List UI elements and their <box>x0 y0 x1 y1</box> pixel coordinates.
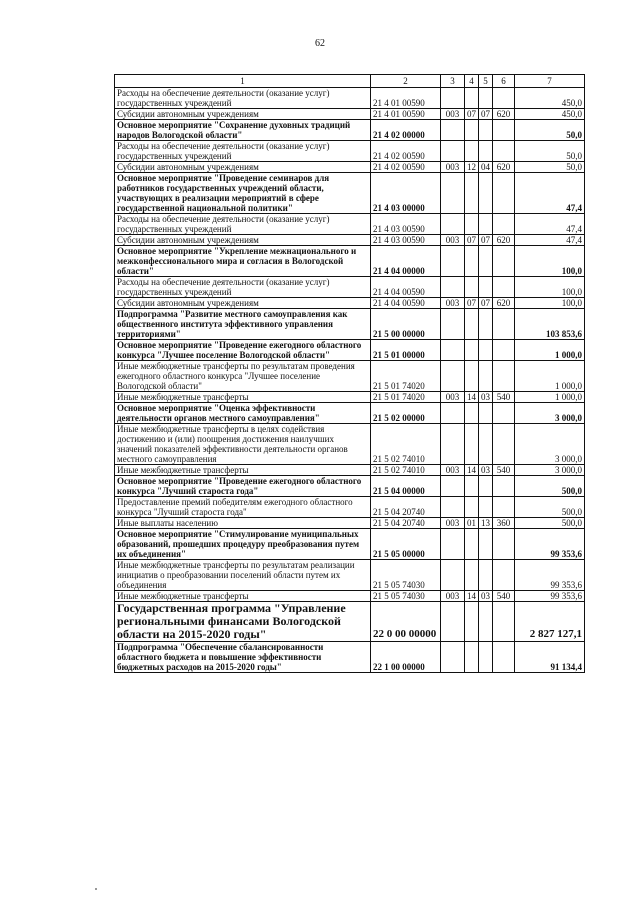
row-code: 21 4 01 00590 <box>371 109 441 120</box>
row-ministry: 003 <box>441 518 465 529</box>
row-name: Иные межбюджетные трансферты по результатам реализации инициатив о преобразовании поселений области путем их объединения <box>115 560 371 591</box>
row-section <box>465 497 479 518</box>
row-section: 14 <box>465 392 479 403</box>
header-col-6: 6 <box>493 75 515 88</box>
budget-table <box>114 74 585 673</box>
row-code: 21 4 03 00590 <box>371 214 441 235</box>
row-section <box>465 120 479 141</box>
row-name: Субсидии автономным учреждениям <box>115 109 371 120</box>
row-amount: 1 000,0 <box>515 361 585 392</box>
row-subsection: 07 <box>479 109 493 120</box>
row-name: Основное мероприятие "Укрепление межнационального и межконфессионального мира и согласия в Вологодской области" <box>115 246 371 277</box>
row-ministry <box>441 277 465 298</box>
row-expense-type <box>493 173 515 214</box>
row-code: 21 4 02 00590 <box>371 162 441 173</box>
table-header-row <box>115 75 585 88</box>
table-row <box>115 340 585 361</box>
row-code: 21 5 04 20740 <box>371 518 441 529</box>
table-row <box>115 642 585 673</box>
row-ministry <box>441 120 465 141</box>
row-section <box>465 309 479 340</box>
row-subsection <box>479 361 493 392</box>
row-subsection <box>479 309 493 340</box>
row-amount: 500,0 <box>515 476 585 497</box>
row-name: Иные межбюджетные трансферты <box>115 591 371 602</box>
row-section <box>465 214 479 235</box>
row-subsection <box>479 497 493 518</box>
row-subsection <box>479 340 493 361</box>
row-section <box>465 173 479 214</box>
row-section <box>465 88 479 109</box>
row-name: Субсидии автономным учреждениям <box>115 235 371 246</box>
table-row <box>115 361 585 392</box>
row-amount: 3 000,0 <box>515 424 585 465</box>
header-col-3: 3 <box>441 75 465 88</box>
row-amount: 50,0 <box>515 162 585 173</box>
row-ministry <box>441 403 465 424</box>
header-col-5: 5 <box>479 75 493 88</box>
row-code: 21 4 03 00590 <box>371 235 441 246</box>
row-code: 21 5 02 74010 <box>371 465 441 476</box>
row-code: 21 5 04 00000 <box>371 476 441 497</box>
row-ministry: 003 <box>441 591 465 602</box>
header-col-2: 2 <box>371 75 441 88</box>
row-subsection: 07 <box>479 235 493 246</box>
row-ministry <box>441 424 465 465</box>
table-row <box>115 392 585 403</box>
row-amount: 3 000,0 <box>515 465 585 476</box>
table-row <box>115 141 585 162</box>
table-row <box>115 109 585 120</box>
row-expense-type: 360 <box>493 518 515 529</box>
row-name: Субсидии автономным учреждениям <box>115 162 371 173</box>
row-code: 21 5 02 00000 <box>371 403 441 424</box>
header-col-1: 1 <box>115 75 371 88</box>
row-code: 21 5 01 74020 <box>371 361 441 392</box>
row-name: Иные межбюджетные трансферты <box>115 465 371 476</box>
row-code: 21 5 02 74010 <box>371 424 441 465</box>
row-name: Основное мероприятие "Проведение ежегодного областного конкурса "Лучший староста года" <box>115 476 371 497</box>
table-row <box>115 88 585 109</box>
row-expense-type <box>493 88 515 109</box>
row-name: Основное мероприятие "Сохранение духовных традиций народов Вологодской области" <box>115 120 371 141</box>
row-ministry <box>441 309 465 340</box>
row-expense-type: 540 <box>493 591 515 602</box>
row-section <box>465 246 479 277</box>
row-amount: 99 353,6 <box>515 529 585 560</box>
table-row <box>115 298 585 309</box>
row-code: 21 4 04 00000 <box>371 246 441 277</box>
row-name: Субсидии автономным учреждениям <box>115 298 371 309</box>
row-code: 21 4 01 00590 <box>371 88 441 109</box>
row-code: 21 5 05 00000 <box>371 529 441 560</box>
row-ministry <box>441 88 465 109</box>
row-expense-type <box>493 403 515 424</box>
row-amount: 3 000,0 <box>515 403 585 424</box>
row-ministry <box>441 141 465 162</box>
row-subsection <box>479 602 493 642</box>
row-expense-type: 620 <box>493 235 515 246</box>
row-name: Основное мероприятие "Проведение семинаров для работников государственных учреждений области, участвующих в реализации мероприятий в сфере государственной национальной политики" <box>115 173 371 214</box>
scan-dot <box>95 888 97 890</box>
row-section <box>465 642 479 673</box>
row-code: 21 4 04 00590 <box>371 298 441 309</box>
row-amount: 100,0 <box>515 277 585 298</box>
row-section: 07 <box>465 109 479 120</box>
table-row <box>115 424 585 465</box>
row-expense-type <box>493 424 515 465</box>
table-row <box>115 602 585 642</box>
row-expense-type <box>493 120 515 141</box>
row-name: Основное мероприятие "Проведение ежегодного областного конкурса "Лучшее поселение Вологодской области" <box>115 340 371 361</box>
row-code: 21 4 02 00590 <box>371 141 441 162</box>
row-amount: 47,4 <box>515 214 585 235</box>
row-ministry <box>441 529 465 560</box>
table-row <box>115 529 585 560</box>
row-name: Иные межбюджетные трансферты в целях содействия достижению и (или) поощрения достижения наилучших значений показателей эффективности деятельности органов местного самоуправления <box>115 424 371 465</box>
table-row <box>115 162 585 173</box>
row-subsection <box>479 120 493 141</box>
table-row <box>115 591 585 602</box>
table-row <box>115 497 585 518</box>
row-name: Государственная программа "Управление региональными финансами Вологодской области на 2015-2020 годы" <box>115 602 371 642</box>
row-code: 21 5 05 74030 <box>371 591 441 602</box>
row-expense-type <box>493 361 515 392</box>
row-section <box>465 361 479 392</box>
table-row <box>115 560 585 591</box>
row-ministry <box>441 642 465 673</box>
table-row <box>115 277 585 298</box>
row-ministry <box>441 476 465 497</box>
row-subsection <box>479 214 493 235</box>
row-expense-type: 620 <box>493 298 515 309</box>
row-amount: 99 353,6 <box>515 560 585 591</box>
row-subsection: 07 <box>479 298 493 309</box>
header-col-7: 7 <box>515 75 585 88</box>
row-section <box>465 340 479 361</box>
row-ministry <box>441 602 465 642</box>
row-code: 22 0 00 00000 <box>371 602 441 642</box>
row-amount: 1 000,0 <box>515 340 585 361</box>
row-subsection <box>479 141 493 162</box>
table-row <box>115 403 585 424</box>
row-subsection <box>479 424 493 465</box>
row-name: Расходы на обеспечение деятельности (оказание услуг) государственных учреждений <box>115 88 371 109</box>
row-amount: 450,0 <box>515 88 585 109</box>
row-subsection <box>479 277 493 298</box>
row-expense-type <box>493 497 515 518</box>
table-row <box>115 476 585 497</box>
table-row <box>115 120 585 141</box>
row-subsection <box>479 476 493 497</box>
row-expense-type <box>493 340 515 361</box>
row-ministry: 003 <box>441 162 465 173</box>
row-section: 01 <box>465 518 479 529</box>
table-row <box>115 235 585 246</box>
row-subsection: 04 <box>479 162 493 173</box>
row-amount: 103 853,6 <box>515 309 585 340</box>
row-amount: 500,0 <box>515 497 585 518</box>
row-code: 21 5 05 74030 <box>371 560 441 591</box>
row-subsection <box>479 88 493 109</box>
row-section <box>465 403 479 424</box>
row-expense-type <box>493 246 515 277</box>
row-amount: 47,4 <box>515 173 585 214</box>
row-amount: 2 827 127,1 <box>515 602 585 642</box>
row-ministry: 003 <box>441 109 465 120</box>
row-section: 07 <box>465 235 479 246</box>
row-ministry <box>441 173 465 214</box>
row-code: 21 5 01 00000 <box>371 340 441 361</box>
row-section: 07 <box>465 298 479 309</box>
row-amount: 91 134,4 <box>515 642 585 673</box>
row-subsection <box>479 529 493 560</box>
table-row <box>115 214 585 235</box>
row-expense-type <box>493 642 515 673</box>
row-ministry <box>441 361 465 392</box>
row-code: 21 4 02 00000 <box>371 120 441 141</box>
row-subsection <box>479 560 493 591</box>
row-code: 21 5 01 74020 <box>371 392 441 403</box>
row-expense-type <box>493 560 515 591</box>
row-code: 21 4 03 00000 <box>371 173 441 214</box>
row-section: 14 <box>465 465 479 476</box>
row-name: Основное мероприятие "Оценка эффективности деятельности органов местного самоуправления" <box>115 403 371 424</box>
row-amount: 1 000,0 <box>515 392 585 403</box>
row-amount: 100,0 <box>515 298 585 309</box>
row-ministry <box>441 497 465 518</box>
row-subsection <box>479 246 493 277</box>
row-name: Иные межбюджетные трансферты <box>115 392 371 403</box>
row-amount: 50,0 <box>515 120 585 141</box>
row-section <box>465 476 479 497</box>
row-subsection: 03 <box>479 465 493 476</box>
row-expense-type <box>493 214 515 235</box>
row-code: 21 5 00 00000 <box>371 309 441 340</box>
row-amount: 500,0 <box>515 518 585 529</box>
row-expense-type <box>493 309 515 340</box>
row-section: 14 <box>465 591 479 602</box>
row-name: Предоставление премий победителям ежегодного областного конкурса "Лучший староста года" <box>115 497 371 518</box>
row-code: 21 5 04 20740 <box>371 497 441 518</box>
row-subsection: 03 <box>479 591 493 602</box>
row-ministry <box>441 246 465 277</box>
row-expense-type: 540 <box>493 465 515 476</box>
row-expense-type: 620 <box>493 109 515 120</box>
row-subsection <box>479 173 493 214</box>
row-amount: 99 353,6 <box>515 591 585 602</box>
row-ministry <box>441 340 465 361</box>
row-ministry: 003 <box>441 465 465 476</box>
row-subsection: 03 <box>479 392 493 403</box>
row-subsection <box>479 642 493 673</box>
row-section <box>465 141 479 162</box>
row-section: 12 <box>465 162 479 173</box>
row-code: 21 4 04 00590 <box>371 277 441 298</box>
row-expense-type <box>493 529 515 560</box>
row-expense-type <box>493 602 515 642</box>
row-amount: 47,4 <box>515 235 585 246</box>
table-row <box>115 518 585 529</box>
row-ministry: 003 <box>441 298 465 309</box>
row-ministry <box>441 560 465 591</box>
row-expense-type: 620 <box>493 162 515 173</box>
row-name: Расходы на обеспечение деятельности (оказание услуг) государственных учреждений <box>115 277 371 298</box>
row-ministry <box>441 214 465 235</box>
row-name: Подпрограмма "Развитие местного самоуправления как общественного института эффективного управления территориями" <box>115 309 371 340</box>
row-subsection: 13 <box>479 518 493 529</box>
row-section <box>465 560 479 591</box>
row-name: Расходы на обеспечение деятельности (оказание услуг) государственных учреждений <box>115 141 371 162</box>
table-row <box>115 246 585 277</box>
header-col-4: 4 <box>465 75 479 88</box>
table-row <box>115 465 585 476</box>
table-body <box>115 88 585 673</box>
row-amount: 100,0 <box>515 246 585 277</box>
row-ministry: 003 <box>441 235 465 246</box>
row-section <box>465 277 479 298</box>
row-name: Расходы на обеспечение деятельности (оказание услуг) государственных учреждений <box>115 214 371 235</box>
row-expense-type: 540 <box>493 392 515 403</box>
row-subsection <box>479 403 493 424</box>
row-amount: 450,0 <box>515 109 585 120</box>
row-expense-type <box>493 277 515 298</box>
row-section <box>465 424 479 465</box>
row-ministry: 003 <box>441 392 465 403</box>
row-section <box>465 602 479 642</box>
row-name: Иные межбюджетные трансферты по результатам проведения ежегодного областного конкурса "Лучшее поселение Вологодской области" <box>115 361 371 392</box>
row-name: Иные выплаты населению <box>115 518 371 529</box>
row-expense-type <box>493 141 515 162</box>
row-section <box>465 529 479 560</box>
row-code: 22 1 00 00000 <box>371 642 441 673</box>
row-name: Основное мероприятие "Стимулирование муниципальных образований, прошедших процедуру преобразования путем их объединения" <box>115 529 371 560</box>
row-name: Подпрограмма "Обеспечение сбалансированности областного бюджета и повышение эффективности бюджетных расходов на 2015-2020 годы" <box>115 642 371 673</box>
table-row <box>115 309 585 340</box>
table-row <box>115 173 585 214</box>
row-amount: 50,0 <box>515 141 585 162</box>
page-number: 62 <box>315 38 325 49</box>
row-expense-type <box>493 476 515 497</box>
